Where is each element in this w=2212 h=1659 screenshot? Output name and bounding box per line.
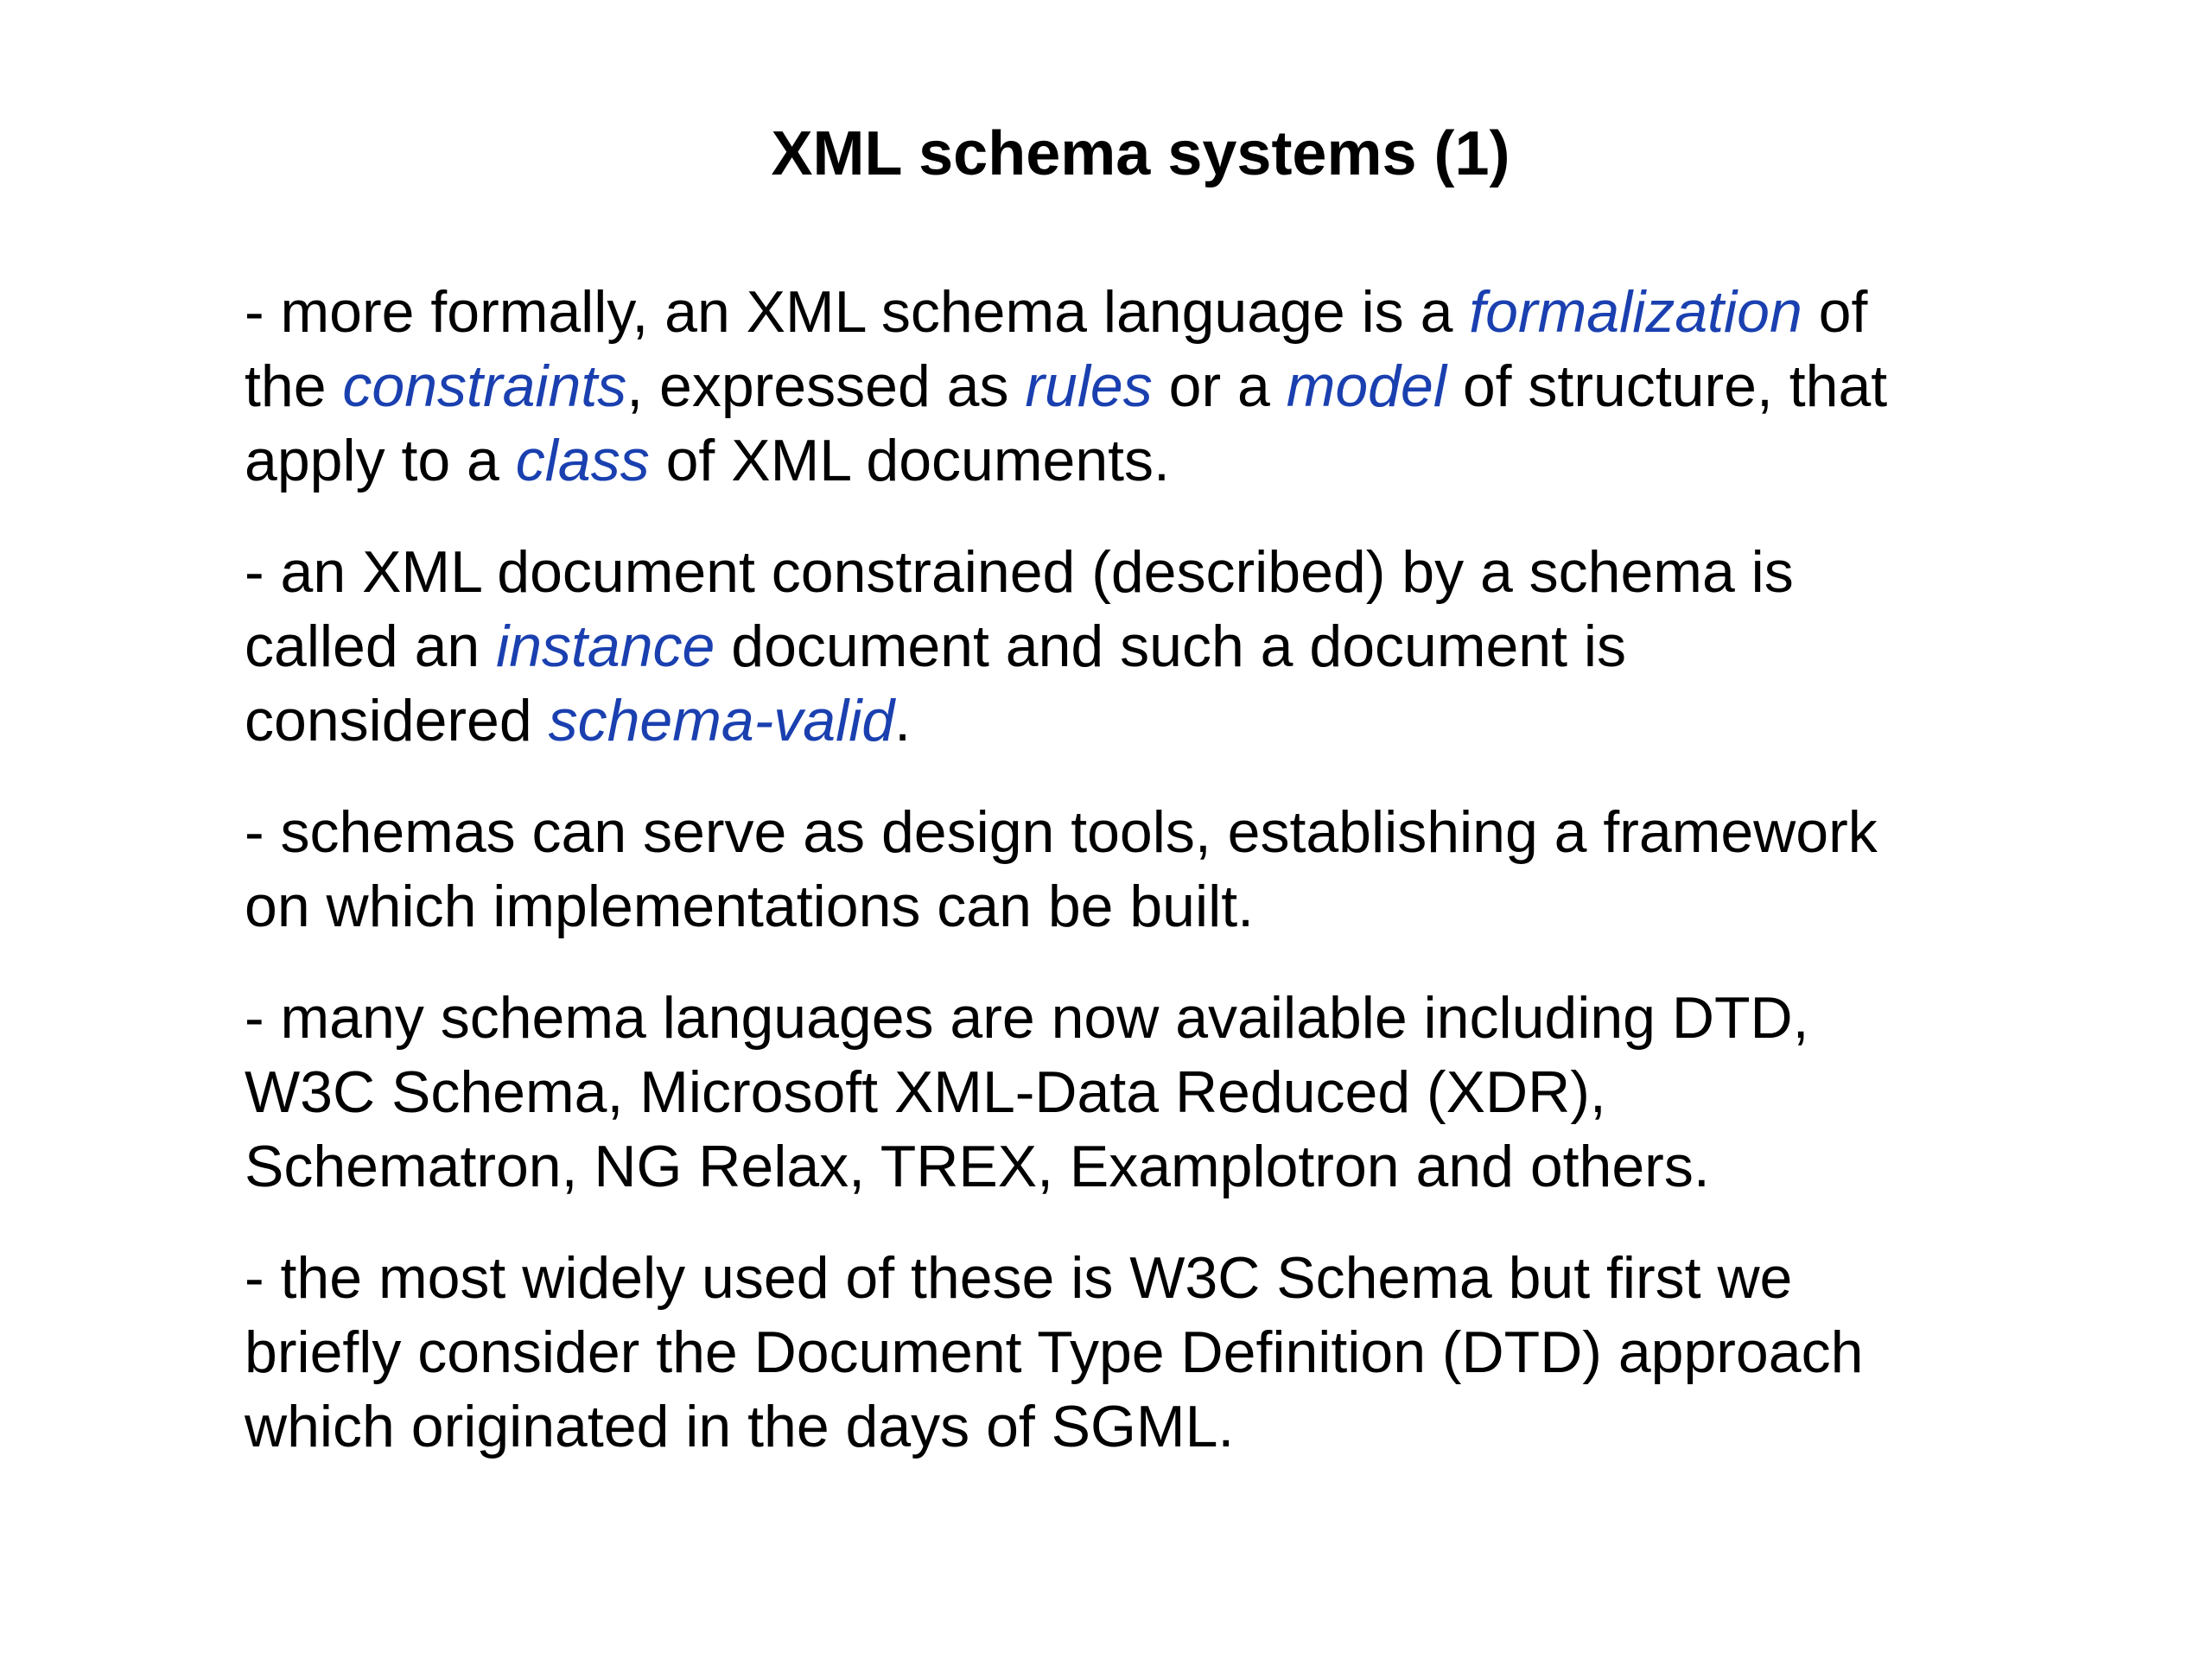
text-run: briefly consider the Document Type Definition (DTD) approach <box>245 1319 1864 1385</box>
bullet-paragraph <box>245 981 1999 1204</box>
emphasized-term: class <box>515 428 650 493</box>
text-run: - many schema languages are now available including DTD, <box>245 985 1809 1051</box>
emphasized-term: constraints <box>342 353 627 419</box>
emphasized-term: model <box>1286 353 1446 419</box>
text-run: document and such a document is <box>715 613 1627 679</box>
paragraph-line <box>245 1315 1999 1389</box>
text-run: or a <box>1152 353 1287 419</box>
bullet-paragraph <box>245 795 1999 944</box>
text-run: the <box>245 353 343 419</box>
paragraph-line <box>245 683 1999 758</box>
emphasized-term: instance <box>496 613 715 679</box>
slide-title: XML schema systems (1) <box>771 119 1510 188</box>
bullet-paragraph <box>245 275 1999 498</box>
paragraph-line <box>245 1129 1999 1204</box>
paragraph-line <box>245 869 1999 944</box>
text-run: Schematron, NG Relax, TREX, Examplotron and others. <box>245 1134 1710 1199</box>
paragraph-line <box>245 535 1999 609</box>
text-run: - an XML document constrained (described) by a schema is <box>245 539 1794 605</box>
text-run: of structure, that <box>1446 353 1888 419</box>
paragraph-line <box>245 609 1999 683</box>
paragraph-line <box>245 1055 1999 1129</box>
text-run: apply to a <box>245 428 516 493</box>
paragraph-line <box>245 981 1999 1055</box>
text-run: of <box>1802 279 1868 345</box>
paragraph-line <box>245 1389 1999 1464</box>
slide-body <box>245 275 1999 1501</box>
paragraph-line <box>245 349 1999 423</box>
text-run: . <box>894 688 912 753</box>
paragraph-line <box>245 275 1999 349</box>
text-run: called an <box>245 613 497 679</box>
paragraph-line <box>245 795 1999 869</box>
text-run: - more formally, an XML schema language is a <box>245 279 1470 345</box>
bullet-paragraph <box>245 535 1999 758</box>
text-run: which originated in the days of SGML. <box>245 1394 1235 1459</box>
paragraph-line <box>245 1241 1999 1315</box>
text-run: of XML documents. <box>649 428 1170 493</box>
text-run: W3C Schema, Microsoft XML-Data Reduced (XDR), <box>245 1059 1606 1125</box>
emphasized-term: formalization <box>1469 279 1802 345</box>
bullet-paragraph <box>245 1241 1999 1464</box>
text-run: - schemas can serve as design tools, establishing a framework <box>245 799 1878 865</box>
text-run: considered <box>245 688 549 753</box>
paragraph-line <box>245 423 1999 498</box>
text-run: - the most widely used of these is W3C Schema but first we <box>245 1245 1793 1311</box>
emphasized-term: rules <box>1025 353 1153 419</box>
emphasized-term: schema-valid <box>548 688 895 753</box>
text-run: , expressed as <box>626 353 1026 419</box>
text-run: on which implementations can be built. <box>245 874 1254 939</box>
